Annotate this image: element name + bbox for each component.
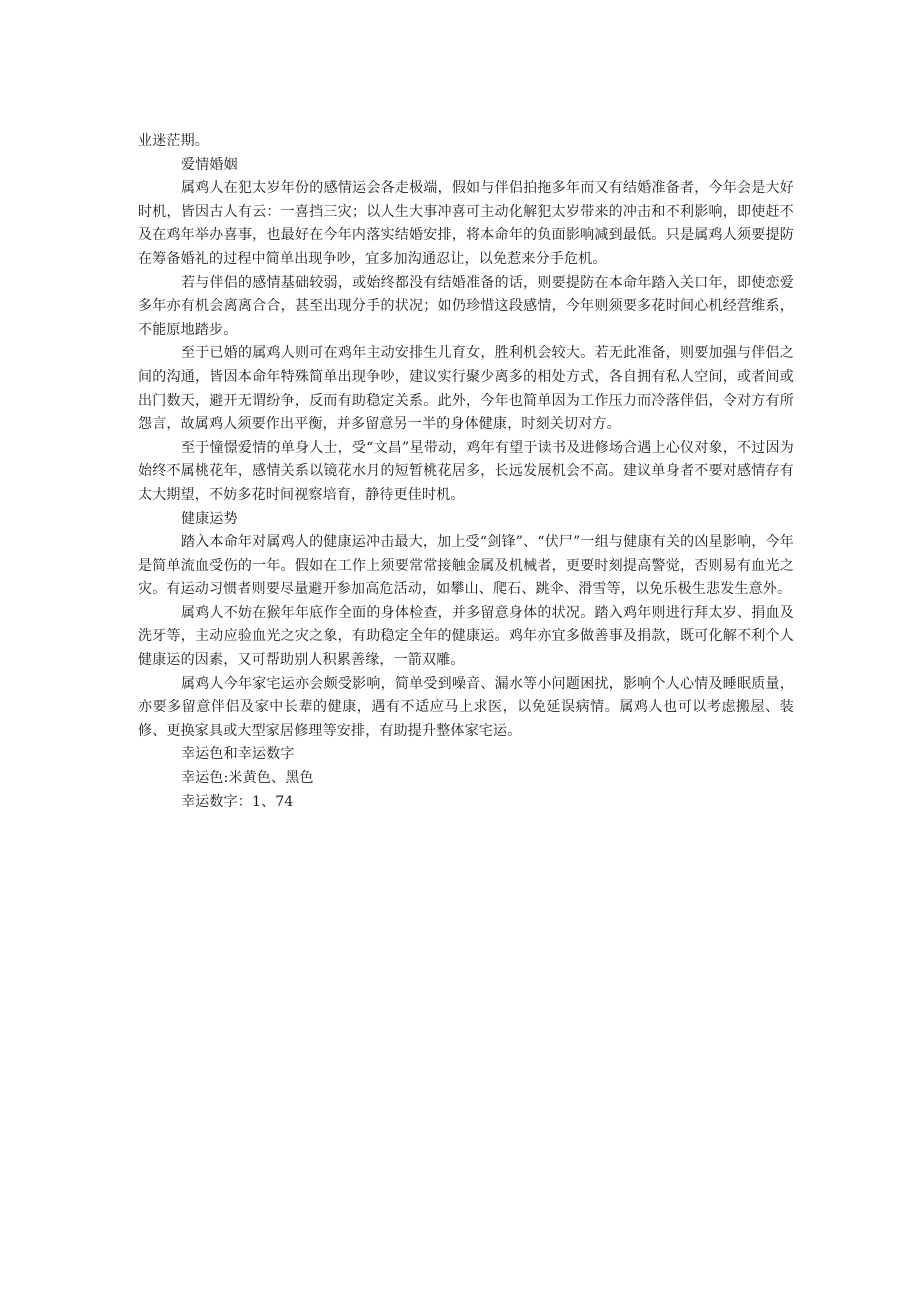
section-heading-lucky: 幸运色和幸运数字 bbox=[181, 746, 295, 763]
section-heading-health: 健康运势 bbox=[181, 510, 238, 527]
paragraph: 至于已婚的属鸡人则可在鸡年主动安排生儿育女，胜利机会较大。若无此准备，则要加强与伴侣之间的沟通，皆因本命年特殊简单出现争吵，建议实行聚少离多的相处方式，各自拥有私人空间，或者间或出门数天，避开无谓纷争，反而有助稳定关系。此外，今年也简单因为工作压力而冷落伴侣，令对方有所怨言，故属鸡人须要作出平衡，并多留意另一半的身体健康，时刻关切对方。 bbox=[138, 345, 794, 433]
paragraph: 踏入本命年对属鸡人的健康运冲击最大，加上受“剑锋”、“伏尸”一组与健康有关的凶星影响，今年是简单流血受伤的一年。假如在工作上须要常常接触金属及机械者，更要时刻提高警觉，否则易有血光之灾。有运动习惯者则要尽量避开参加高危活动，如攀山、爬石、跳伞、滑雪等，以免乐极生悲发生意外。 bbox=[138, 534, 794, 598]
paragraph: 属鸡人不妨在猴年年底作全面的身体检查，并多留意身体的状况。踏入鸡年则进行拜太岁、捐血及洗牙等，主动应验血光之灾之象，有助稳定全年的健康运。鸡年亦宜多做善事及捐款，既可化解不利个人健康运的因素，又可帮助别人积累善缘，一箭双雕。 bbox=[138, 604, 794, 669]
section-heading-love: 爱情婚姻 bbox=[181, 156, 238, 173]
paragraph: 属鸡人在犯太岁年份的感情运会各走极端，假如与伴侣拍拖多年而又有结婚准备者，今年会是大好时机，皆因古人有云：一喜挡三灾；以人生大事冲喜可主动化解犯太岁带来的冲击和不利影响，即使赶不及在鸡年举办喜事，也最好在今年内落实结婚安排，将本命年的负面影响减到最低。只是属鸡人须要提防在筹备婚礼的过程中简单出现争吵，宜多加沟通忍让，以免惹来分手危机。 bbox=[138, 180, 794, 267]
continuation-text: 业迷茫期。 bbox=[138, 133, 209, 149]
paragraph: 若与伴侣的感情基础较弱，或始终都没有结婚准备的话，则要提防在本命年踏入关口年，即使恋爱多年亦有机会离离合合，甚至出现分手的状况；如仍珍惜这段感情，今年则须要多花时间心机经营维系，不能原地踏步。 bbox=[138, 274, 794, 338]
document-page bbox=[138, 130, 794, 814]
paragraph: 属鸡人今年家宅运亦会颇受影响，简单受到噪音、漏水等小问题困扰，影响个人心情及睡眠质量，亦要多留意伴侣及家中长辈的健康，遇有不适应马上求医，以免延误病情。属鸡人也可以考虑搬屋、装修、更换家具或大型家居修理等安排，有助提升整体家宅运。 bbox=[138, 675, 794, 739]
paragraph: 至于憧憬爱情的单身人士，受“文昌”星带动，鸡年有望于读书及进修场合遇上心仪对象，不过因为始终不属桃花年，感情关系以镜花水月的短暂桃花居多，长远发展机会不高。建议单身者不要对感情存有太大期望，不妨多花时间视察培育，静待更佳时机。 bbox=[138, 439, 794, 503]
lucky-number: 幸运数字：1、74 bbox=[181, 793, 294, 810]
lucky-color: 幸运色:米黄色、黑色 bbox=[181, 770, 314, 787]
